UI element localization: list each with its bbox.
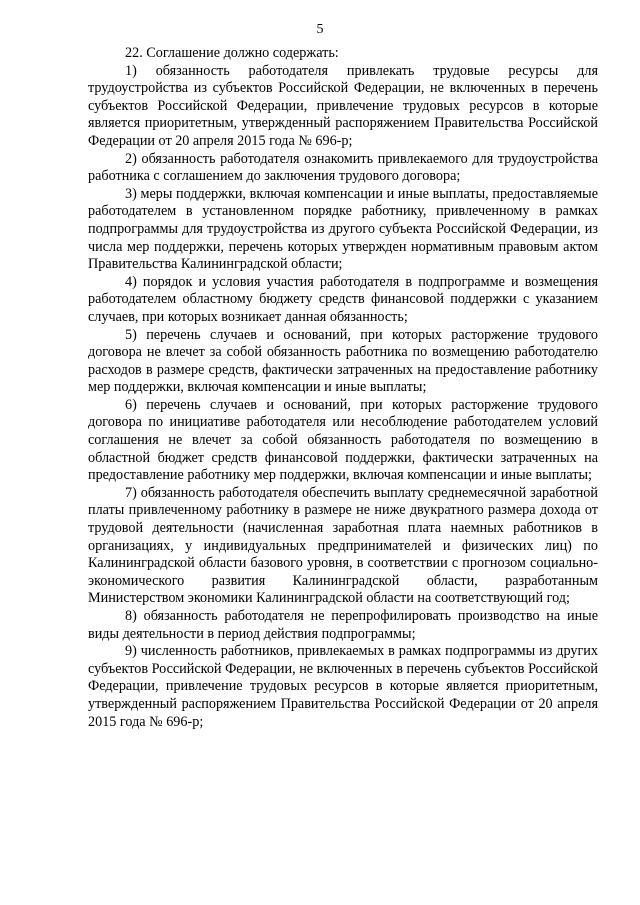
- page-content: [88, 45, 598, 731]
- page-number: 5: [316, 22, 324, 37]
- list-item-9: 9) численность работников, привлекаемых в рамках подпрограммы из других субъектов Российской Федерации, не включенных в перечень субъектов Российской Федерации, привлечение трудовых ресурсов в которые является приоритетным, утвержденный распоряжением Правительства Российской Федерации от 20 апреля 2015 года № 696-р;: [88, 643, 598, 730]
- list-item-4: 4) порядок и условия участия работодателя в подпрограмме и возмещения работодателем областному бюджету средств финансовой поддержки с указанием случаев, при которых возникает данная обязанность;: [88, 273, 598, 325]
- list-item-8: 8) обязанность работодателя не перепрофилировать производство на иные виды деятельности в период действия подпрограммы;: [88, 608, 598, 642]
- list-item-7: 7) обязанность работодателя обеспечить выплату среднемесячной заработной платы привлеченному работнику в размере не ниже двукратного размера дохода от трудовой деятельности (начисленная заработная плата наемных работников в организациях, у индивидуальных предпринимателей и физических лиц) по Калининградской области базового уровня, в соответствии с прогнозом социально-экономического развития Калининградской области, разработанным Министерством экономики Калининградской области на соответствующий год;: [88, 484, 598, 607]
- list-item-5: 5) перечень случаев и оснований, при которых расторжение трудового договора не влечет за собой обязанность работника по возмещению работодателю расходов в размере средств, фактически затраченных на предоставление работнику мер поддержки, включая компенсации и иные выплаты;: [88, 326, 598, 396]
- list-item-2: 2) обязанность работодателя ознакомить привлекаемого для трудоустройства работника с соглашением до заключения трудового договора;: [88, 150, 598, 185]
- list-item-6: 6) перечень случаев и оснований, при которых расторжение трудового договора по инициативе работодателя или несоблюдение работодателем условий соглашения не влечет за собой обязанность работодателя по возмещению в областной бюджет средств финансовой поддержки, фактически затраченных на предоставление работнику мер поддержки, включая компенсации и иные выплаты;: [88, 396, 598, 484]
- section-heading: 22. Соглашение должно содержать:: [125, 45, 339, 61]
- list-item-3: 3) меры поддержки, включая компенсации и иные выплаты, предоставляемые работодателем в установленном порядке работнику, привлеченному в рамках подпрограммы для трудоустройства из другого субъекта Российской Федерации, из числа мер поддержки, перечень которых утвержден нормативным правовым актом Правительства Калининградской области;: [88, 185, 598, 273]
- list-item-1: 1) обязанность работодателя привлекать трудовые ресурсы для трудоустройства из субъектов Российской Федерации, не включенных в перечень субъектов Российской Федерации, привлечение трудовых ресурсов в которые является приоритетным, утвержденный распоряжением Правительства Российской Федерации от 20 апреля 2015 года № 696-р;: [88, 62, 598, 149]
